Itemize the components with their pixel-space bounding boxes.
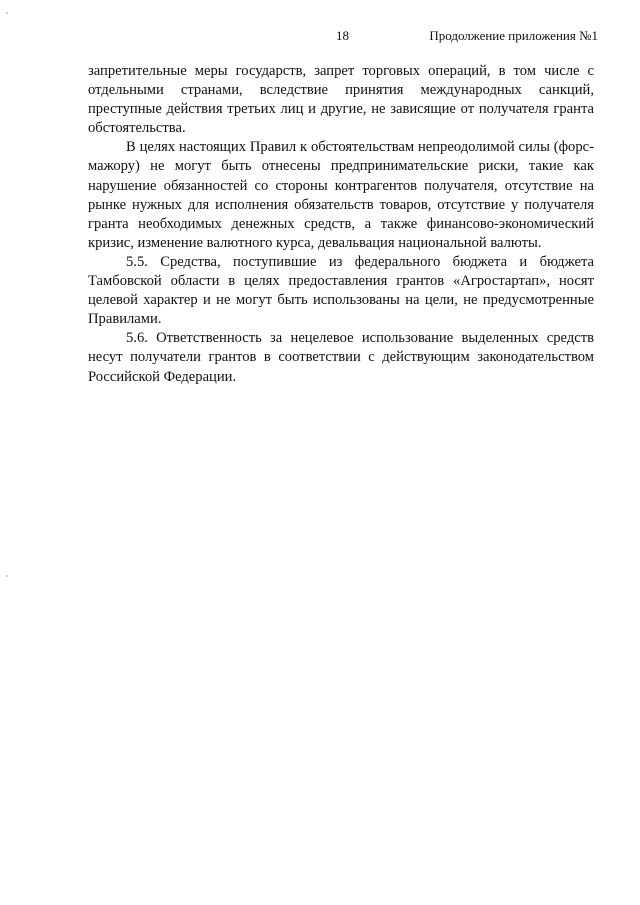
document-body <box>88 62 594 387</box>
scan-margin-mark <box>6 12 8 14</box>
paragraph-5-6: 5.6. Ответственность за нецелевое использование выделенных средств несут получатели грантов в соответствии с действующим законодательством Российской Федерации. <box>88 330 594 385</box>
paragraph-force-majeure: В целях настоящих Правил к обстоятельствам непреодолимой силы (форс-мажору) не могут быть отнесены предпринимательские риски, такие как нарушение обязанностей со стороны контрагентов получателя, отсутствие на рынке нужных для исполнения обязательств товаров, отсутствие у получателя гранта необходимых денежных средств, а также финансово-экономический кризис, изменение валютного курса, девальвация национальной валюты. <box>88 139 594 251</box>
paragraph-continuation: запретительные меры государств, запрет торговых операций, в том числе с отдельными странами, вследствие принятия международных санкций, преступные действия третьих лиц и другие, не зависящие от получателя гранта обстоятельства. <box>88 63 594 137</box>
page-number: 18 <box>336 28 349 43</box>
scan-margin-mark <box>6 575 8 577</box>
appendix-continuation-note: Продолжение приложения №1 <box>429 28 598 43</box>
paragraph-5-5: 5.5. Средства, поступившие из федерального бюджета и бюджета Тамбовской области в целях предоставления грантов «Агростартап», носят целевой характер и не могут быть использованы на цели, не предусмотренные Правилами. <box>88 253 594 328</box>
